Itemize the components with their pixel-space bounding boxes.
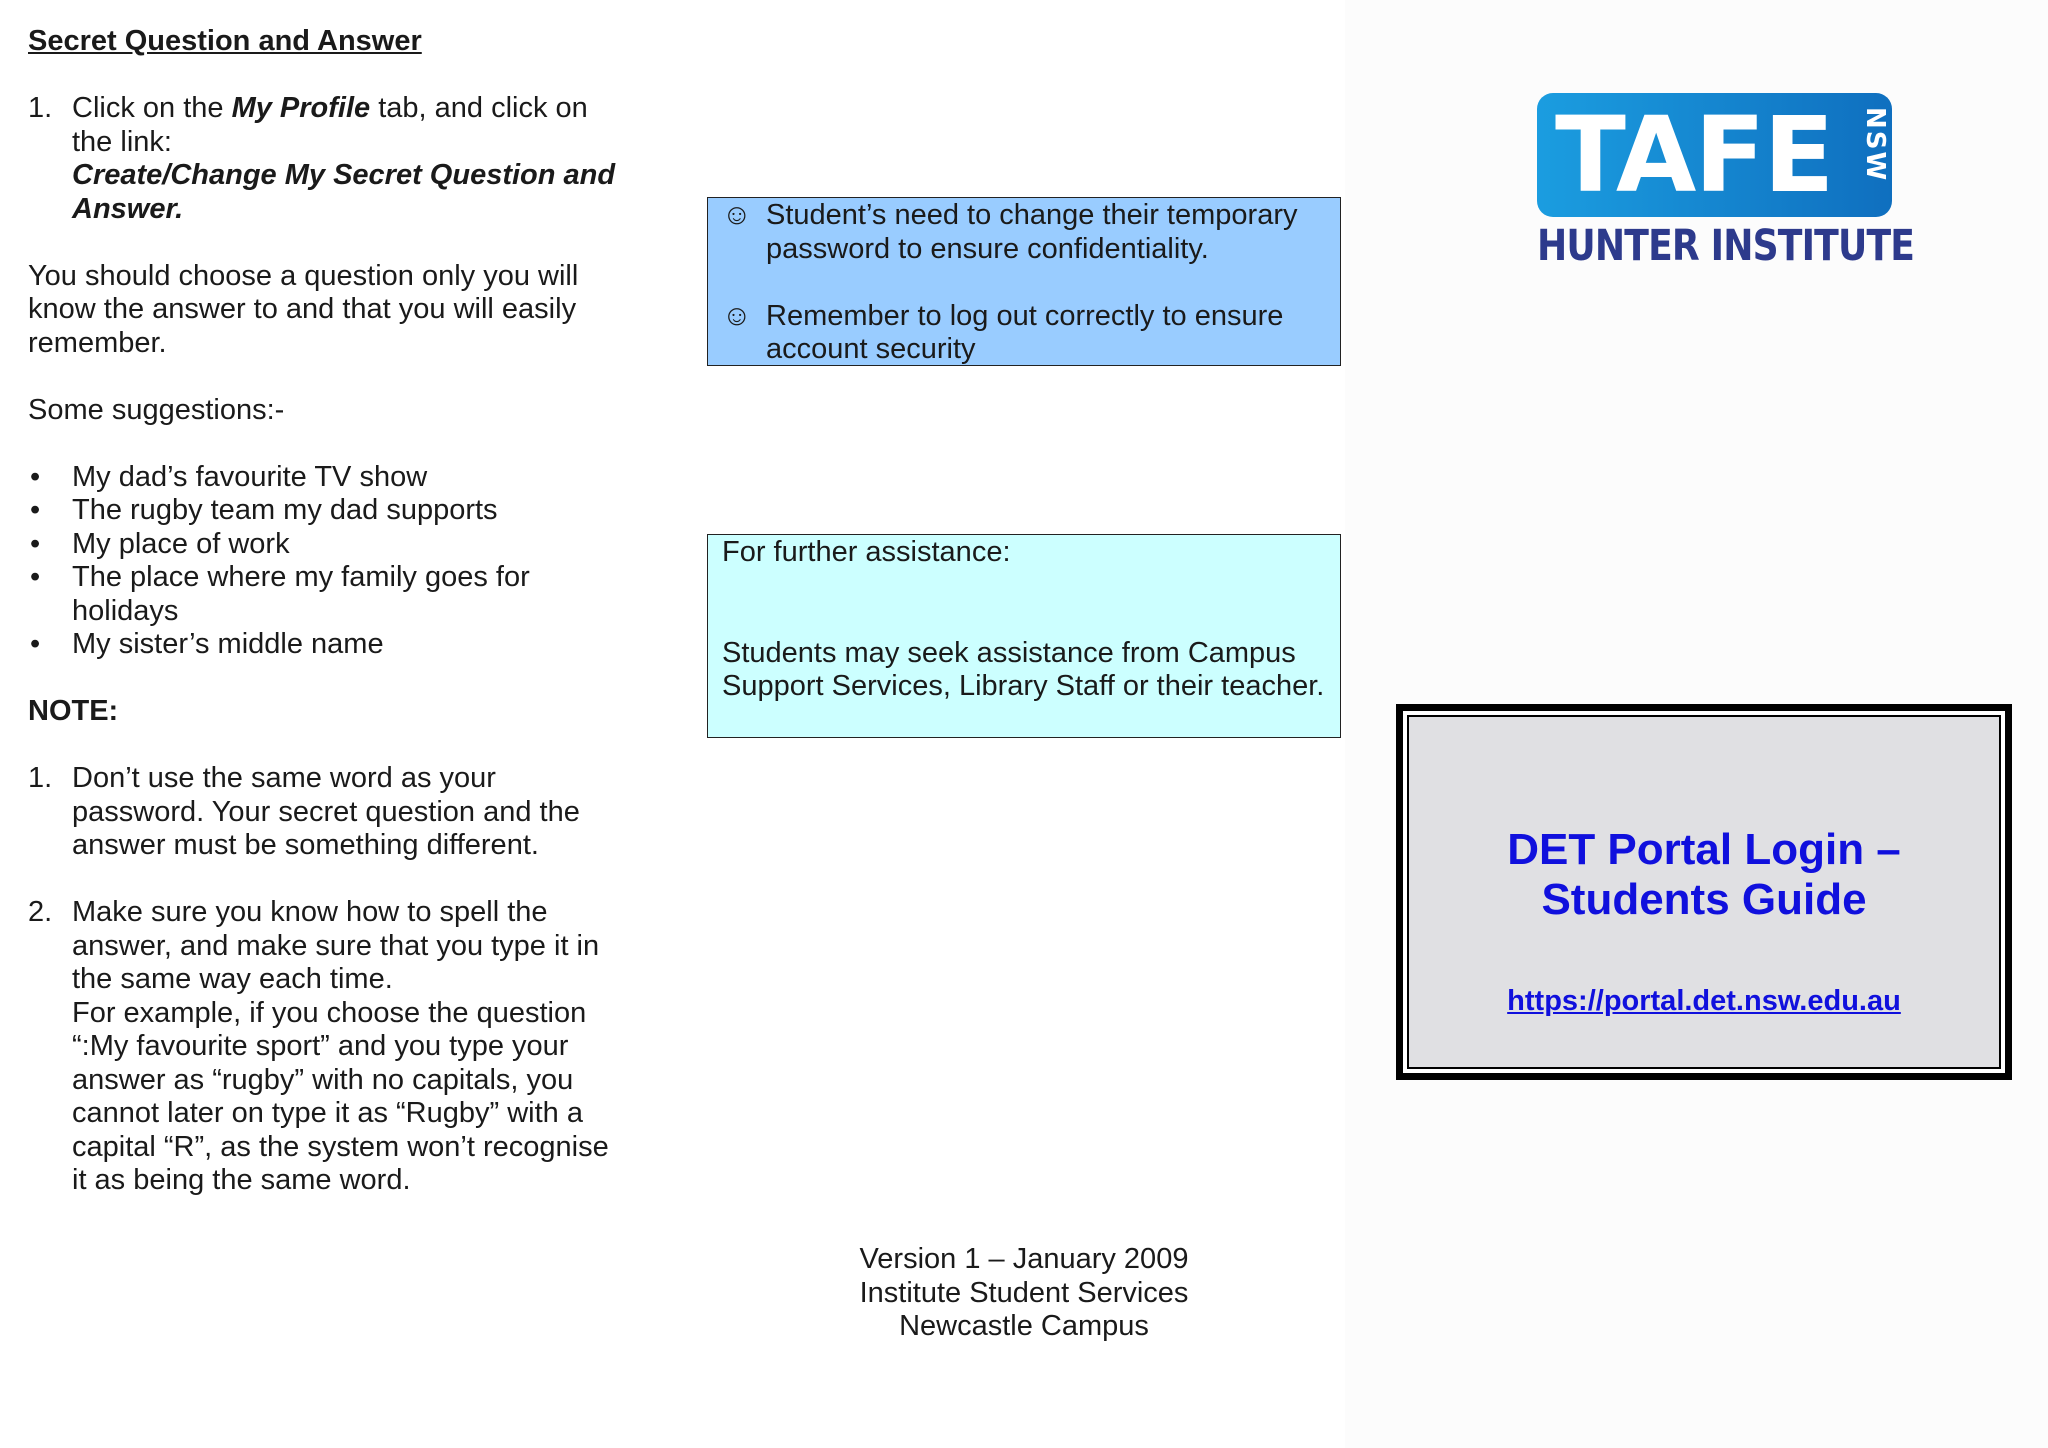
note-text: Don’t use the same word as your password. Your secret question and the answer must be something different.: [72, 762, 580, 861]
smiley-icon: ☺: [722, 199, 752, 231]
suggestions-label: Some suggestions:-: [28, 393, 285, 426]
step-text-post: tab, and click on the link:: [72, 92, 588, 158]
note-text: Make sure you know how to spell the answer, and make sure that you type it in the same way each time.: [72, 896, 600, 995]
note-1: [28, 762, 628, 863]
tafe-logo: [1537, 93, 1915, 271]
logo-badge: [1537, 93, 1892, 217]
note-number: 2.: [28, 896, 53, 928]
secret-question-section: [28, 25, 628, 1198]
tip-item: [722, 300, 1330, 367]
logo-state: NSW: [1860, 107, 1890, 183]
my-profile-tab-ref: My Profile: [231, 92, 371, 124]
list-item: • My sister’s middle name: [28, 628, 628, 662]
suggestions-list: [28, 461, 628, 662]
step-text-pre: Click on the: [72, 92, 232, 124]
version-footer: [707, 1243, 1341, 1344]
list-item: • The rugby team my dad supports: [28, 494, 628, 528]
step-1: [28, 92, 628, 226]
guide-title: [1409, 825, 1999, 925]
step-number: 1.: [28, 92, 53, 124]
portal-url-link[interactable]: https://portal.det.nsw.edu.au: [1507, 985, 1901, 1017]
list-item: • My dad’s favourite TV show: [28, 461, 628, 495]
choose-question-paragraph: You should choose a question only you will know the answer to and that you will easily remember.: [28, 259, 579, 359]
smiley-icon: ☺: [722, 299, 752, 332]
list-item: • My place of work: [28, 528, 628, 562]
department-line: Institute Student Services: [859, 1276, 1189, 1309]
note-label: NOTE:: [28, 695, 119, 727]
version-line: Version 1 – January 2009: [859, 1243, 1189, 1275]
guide-title-line-2: Students Guide: [1541, 875, 1867, 924]
assistance-label: For further assistance:: [722, 536, 1011, 568]
assistance-text: Students may seek assistance from Campus Support Services, Library Staff or their teacher.: [722, 636, 1325, 702]
guide-title-line-1: DET Portal Login –: [1507, 825, 1901, 874]
tips-box: [707, 197, 1341, 366]
tip-item: [722, 199, 1330, 266]
logo-institute-name: HUNTER INSTITUTE: [1537, 221, 1915, 271]
assistance-box: [707, 534, 1341, 738]
campus-line: Newcastle Campus: [899, 1310, 1149, 1342]
logo-wordmark: TAFE: [1555, 94, 1833, 216]
tip-text: Remember to log out correctly to ensure account security: [766, 299, 1284, 365]
cover-title-panel: [1396, 704, 2012, 1080]
list-item: • The place where my family goes for holidays: [28, 561, 628, 628]
note-2: [28, 896, 628, 1198]
note-number: 1.: [28, 762, 53, 794]
note-example: For example, if you choose the question “:My favourite sport” and you type your answer as “rugby” with no capitals, you cannot later on type it as “Rugby” with a capital “R”, as the system won’t recognise it as being the same word.: [72, 996, 609, 1196]
section-heading: Secret Question and Answer: [28, 25, 422, 57]
create-change-link-ref: Create/Change My Secret Question and Answer.: [72, 159, 616, 225]
tip-text: Student’s need to change their temporary password to ensure confidentiality.: [766, 199, 1298, 265]
